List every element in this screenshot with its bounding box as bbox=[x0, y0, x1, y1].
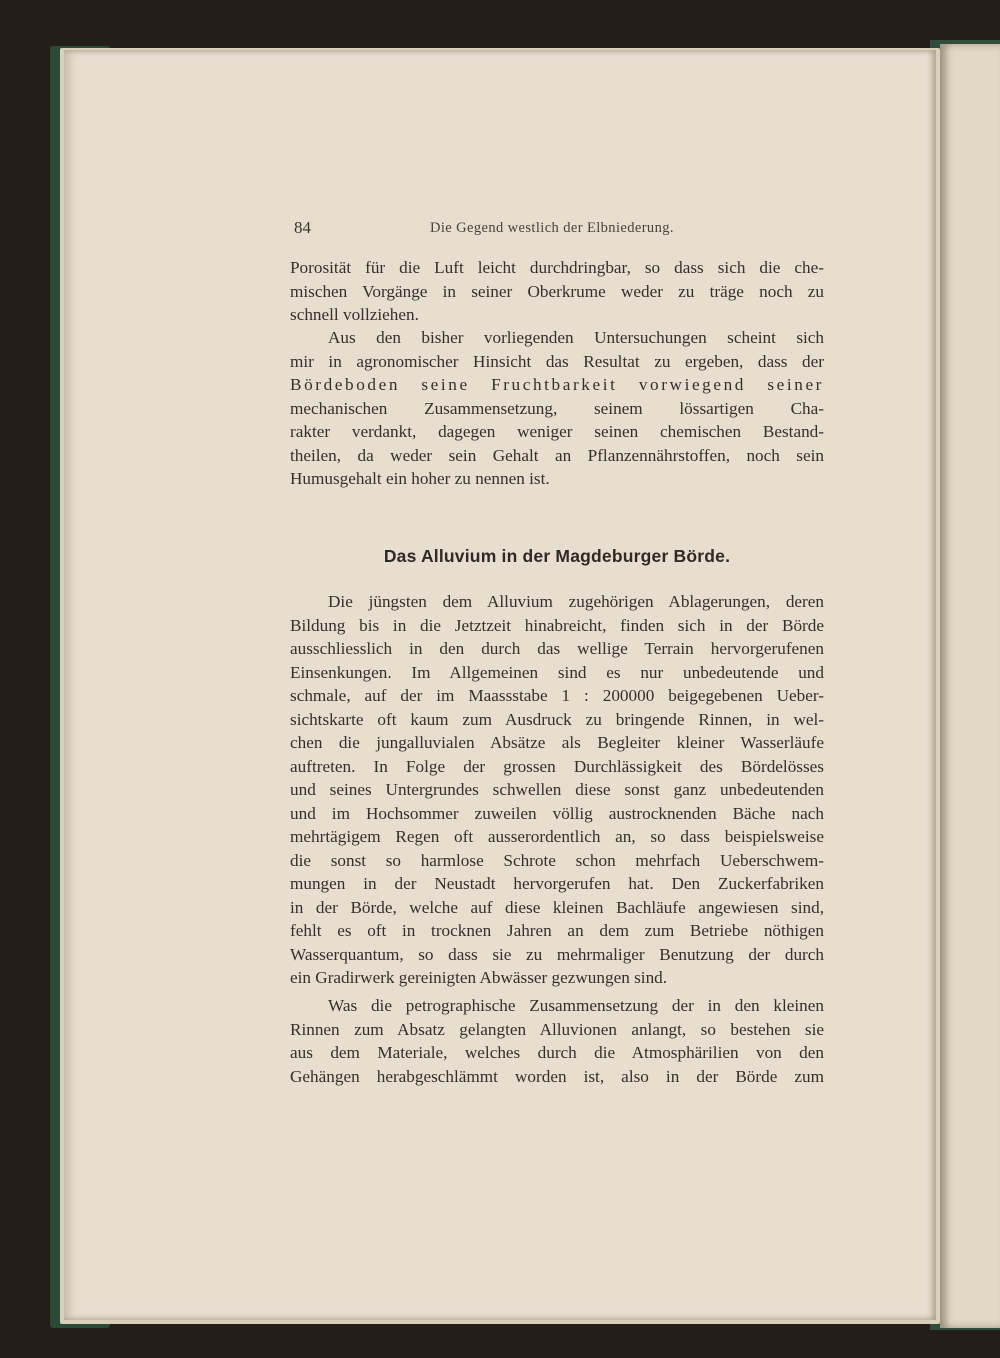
paragraph-porositaet bbox=[290, 256, 824, 327]
text-line: ein Gradirwerk gereinigten Abwässer gezwungen sind. bbox=[290, 968, 668, 987]
text-line: und seines Untergrundes schwellen diese sonst ganz unbedeutenden bbox=[290, 780, 824, 799]
text-line: Was die petrographische Zusammensetzung der in den kleinen bbox=[328, 996, 824, 1015]
page-number: 84 bbox=[294, 218, 311, 237]
text-line: mischen Vorgänge in seiner Oberkrume weder zu träge noch zu bbox=[290, 281, 824, 301]
text-line: Bildung bis in die Jetztzeit hinabreicht, finden sich in der Börde bbox=[290, 615, 824, 635]
text-line: die sonst so harmlose Schrote schon mehrfach Ueberschwem- bbox=[290, 850, 824, 870]
text-line: Einsenkungen. Im Allgemeinen sind es nur unbedeutende und bbox=[290, 662, 824, 682]
text-line: fehlt es oft in trocknen Jahren an dem zum Betriebe nöthigen bbox=[290, 921, 824, 940]
text-line: ausschliesslich in den durch das wellige Terrain hervorgerufenen bbox=[290, 639, 824, 658]
text-line: mungen in der Neustadt hervorgerufen hat. Den Zuckerfabriken bbox=[290, 874, 824, 893]
text-line: Rinnen zum Absatz gelangten Alluvionen anlangt, so bestehen sie bbox=[290, 1019, 824, 1039]
running-head bbox=[292, 218, 826, 240]
text-line: aus dem Materiale, welches durch die Atmosphärilien von den bbox=[290, 1043, 824, 1062]
section-heading: Das Alluvium in der Magdeburger Börde. bbox=[383, 546, 731, 566]
text-line: chen die jungalluvialen Absätze als Begleiter kleiner Wasserläufe bbox=[290, 733, 824, 752]
paragraph-untersuchungen bbox=[290, 326, 824, 491]
facing-page-edge bbox=[940, 44, 1000, 1328]
text-line: mir in agronomischer Hinsicht das Resultat zu ergeben, dass der bbox=[290, 351, 824, 371]
text-line: und im Hochsommer zuweilen völlig austrocknenden Bäche nach bbox=[290, 803, 824, 823]
text-line: auftreten. In Folge der grossen Durchlässigkeit des Bördelösses bbox=[290, 756, 824, 776]
paragraph-ablagerungen bbox=[290, 590, 824, 990]
text-line: schmale, auf der im Maassstabe 1 : 200000 beigegebenen Ueber- bbox=[290, 686, 824, 705]
text-line: Die jüngsten dem Alluvium zugehörigen Ablagerungen, deren bbox=[328, 592, 824, 611]
running-title: Die Gegend westlich der Elbniederung. bbox=[430, 220, 674, 236]
text-line: theilen, da weder sein Gehalt an Pflanzennährstoffen, noch sein bbox=[290, 445, 824, 465]
text-line: in der Börde, welche auf diese kleinen Bachläufe angewiesen sind, bbox=[290, 897, 824, 917]
text-line: Porosität für die Luft leicht durchdringbar, so dass sich die che- bbox=[290, 258, 824, 277]
text-line: rakter verdankt, dagegen weniger seinen chemischen Bestand- bbox=[290, 422, 824, 441]
text-line: Bördeboden seine Fruchtbarkeit vorwiegend seiner bbox=[290, 375, 824, 394]
text-line: schnell vollziehen. bbox=[290, 305, 419, 324]
text-line: mechanischen Zusammensetzung, seinem lössartigen Cha- bbox=[290, 398, 824, 418]
text-line: Humusgehalt ein hoher zu nennen ist. bbox=[290, 469, 550, 488]
text-line: sichtskarte oft kaum zum Ausdruck zu bringende Rinnen, in wel- bbox=[290, 709, 824, 729]
text-line: Aus den bisher vorliegenden Untersuchungen scheint sich bbox=[328, 328, 824, 347]
text-line: mehrtägigem Regen oft ausserordentlich an, so dass beispielsweise bbox=[290, 827, 824, 846]
text-line: Wasserquantum, so dass sie zu mehrmaliger Benutzung der durch bbox=[290, 944, 824, 964]
paragraph-zusammensetzung bbox=[290, 994, 824, 1088]
text-line: Gehängen herabgeschlämmt worden ist, also in der Börde zum bbox=[290, 1066, 824, 1086]
